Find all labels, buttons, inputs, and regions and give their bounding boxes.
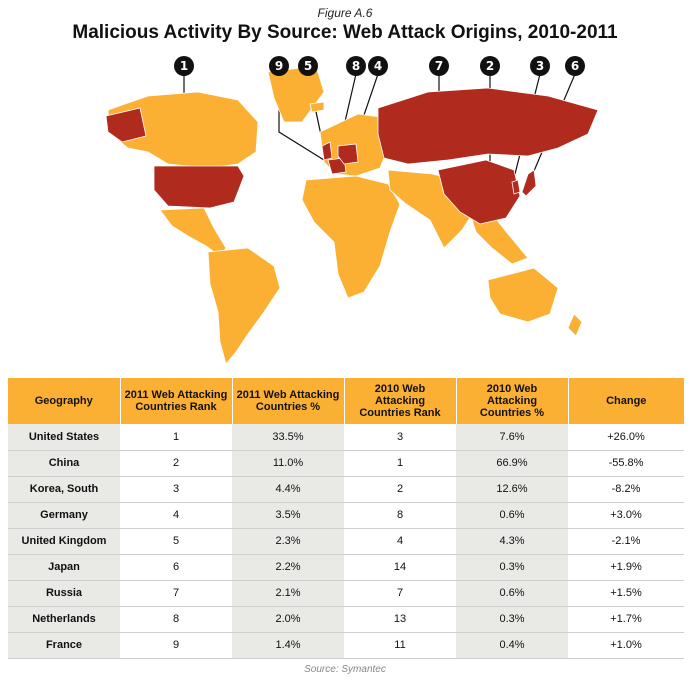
cell-2011-pct: 33.5% [232,424,344,450]
header-geography: Geography [8,378,120,424]
map-marker-2: 2 [480,56,500,76]
cell-change: +1.9% [568,554,684,580]
cell-2011-pct: 3.5% [232,502,344,528]
cell-change: +1.5% [568,580,684,606]
cell-2011-rank: 9 [120,632,232,658]
cell-2010-rank: 7 [344,580,456,606]
cell-2011-pct: 2.0% [232,606,344,632]
cell-geography: United Kingdom [8,528,120,554]
map-marker-9: 9 [269,56,289,76]
table-row [8,580,684,606]
table-row [8,424,684,450]
cell-2010-rank: 3 [344,424,456,450]
cell-2011-rank: 8 [120,606,232,632]
cell-2011-pct: 2.2% [232,554,344,580]
cell-change: +26.0% [568,424,684,450]
cell-geography: China [8,450,120,476]
table-row [8,502,684,528]
header-2010-pct: 2010 Web Attacking Countries % [456,378,568,424]
map-marker-6: 6 [565,56,585,76]
cell-change: +1.0% [568,632,684,658]
cell-2010-rank: 1 [344,450,456,476]
map-marker-1: 1 [174,56,194,76]
cell-2010-rank: 8 [344,502,456,528]
cell-change: -55.8% [568,450,684,476]
cell-2010-pct: 0.6% [456,502,568,528]
cell-2010-rank: 11 [344,632,456,658]
cell-geography: France [8,632,120,658]
cell-2010-rank: 13 [344,606,456,632]
cell-2011-rank: 3 [120,476,232,502]
cell-geography: Korea, South [8,476,120,502]
cell-2010-pct: 0.6% [456,580,568,606]
cell-2011-pct: 1.4% [232,632,344,658]
cell-2011-rank: 6 [120,554,232,580]
cell-geography: United States [8,424,120,450]
table-row [8,554,684,580]
cell-geography: Netherlands [8,606,120,632]
world-map-svg [88,52,618,370]
cell-2010-pct: 4.3% [456,528,568,554]
cell-2011-pct: 11.0% [232,450,344,476]
table-row [8,632,684,658]
header-2011-rank: 2011 Web Attacking Countries Rank [120,378,232,424]
cell-2010-rank: 4 [344,528,456,554]
table-row [8,606,684,632]
cell-2011-rank: 7 [120,580,232,606]
cell-2010-rank: 2 [344,476,456,502]
cell-2010-pct: 66.9% [456,450,568,476]
cell-2011-pct: 2.3% [232,528,344,554]
figure-label: Figure A.6 [317,6,373,20]
table-row [8,450,684,476]
map-marker-8: 8 [346,56,366,76]
table-row [8,528,684,554]
cell-change: -2.1% [568,528,684,554]
cell-2011-pct: 2.1% [232,580,344,606]
cell-2010-rank: 14 [344,554,456,580]
header-2010-rank: 2010 Web Attacking Countries Rank [344,378,456,424]
cell-geography: Germany [8,502,120,528]
cell-2011-rank: 4 [120,502,232,528]
cell-2010-pct: 12.6% [456,476,568,502]
table-row [8,476,684,502]
map-marker-3: 3 [530,56,550,76]
cell-change: +3.0% [568,502,684,528]
cell-2011-rank: 2 [120,450,232,476]
cell-2011-pct: 4.4% [232,476,344,502]
world-map [88,52,618,370]
cell-geography: Russia [8,580,120,606]
table-body [8,424,684,658]
cell-change: +1.7% [568,606,684,632]
table-header-row [8,378,684,424]
header-change: Change [568,378,684,424]
map-marker-4: 4 [368,56,388,76]
cell-2010-pct: 0.4% [456,632,568,658]
map-marker-7: 7 [429,56,449,76]
cell-2011-rank: 5 [120,528,232,554]
cell-2010-pct: 0.3% [456,554,568,580]
cell-2010-pct: 7.6% [456,424,568,450]
cell-2010-pct: 0.3% [456,606,568,632]
cell-2011-rank: 1 [120,424,232,450]
source-note: Source: Symantec [304,664,386,675]
cell-geography: Japan [8,554,120,580]
attack-origins-table [8,378,684,659]
chart-title: Malicious Activity By Source: Web Attack Origins, 2010-2011 [72,22,618,43]
header-2011-pct: 2011 Web Attacking Countries % [232,378,344,424]
map-marker-5: 5 [298,56,318,76]
cell-change: -8.2% [568,476,684,502]
